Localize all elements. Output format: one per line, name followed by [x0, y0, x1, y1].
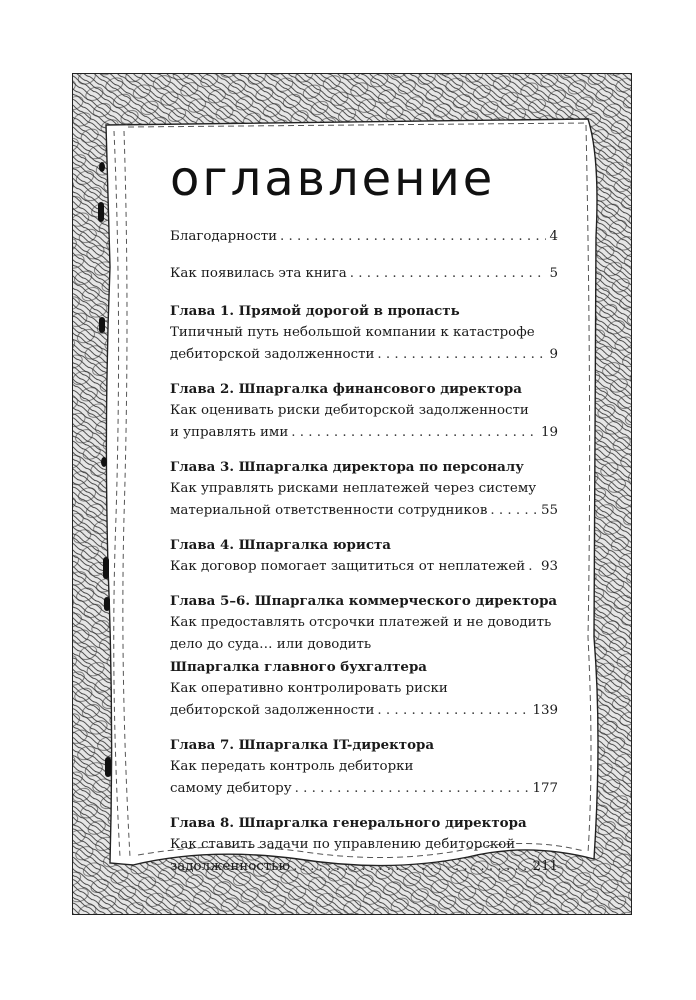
chapter-subtitle: Как оперативно контролировать риски	[170, 681, 448, 696]
chapter-subtitle: Как договор помогает защититься от неплатежей	[170, 559, 526, 574]
chapter-subtitle: материальной ответственности сотрудников	[170, 503, 488, 518]
toc-label: Благодарности	[170, 229, 278, 244]
chapter-subtitle: Как управлять рисками неплатежей через систему	[170, 481, 537, 496]
chapter-subtitle: дебиторской задолженности	[170, 347, 375, 362]
toc-page: 177	[532, 781, 558, 796]
chapter-subtitle: и управлять ими	[170, 425, 289, 440]
toc-entry-chapter-8[interactable]	[170, 812, 558, 878]
toc-page: 19	[540, 425, 558, 440]
chapter-subtitle: самому дебитору	[170, 781, 292, 796]
toc-entry-chapter-4[interactable]	[170, 534, 558, 578]
chapter-heading: Глава 1. Прямой дорогой в пропасть	[170, 303, 460, 319]
chapter-heading: Глава 2. Шпаргалка финансового директора	[170, 381, 522, 397]
chapter-heading: Глава 8. Шпаргалка генерального директора	[170, 815, 527, 831]
toc-page: 4	[549, 229, 558, 244]
dot-leader	[280, 226, 546, 248]
dot-leader	[528, 556, 538, 578]
page-title	[170, 140, 530, 220]
toc-entry-origin[interactable]	[170, 263, 558, 285]
toc-entry-chapter-2[interactable]	[170, 378, 558, 444]
chapter-heading: Глава 4. Шпаргалка юриста	[170, 537, 391, 553]
chapter-subtitle: Как предоставлять отсрочки платежей и не доводить	[170, 615, 552, 630]
chapter-subtitle: Как ставить задачи по управлению дебиторской	[170, 837, 516, 852]
chapter-subtitle: дебиторской задолженности	[170, 703, 375, 718]
dot-leader	[377, 344, 546, 366]
toc-entry-acknowledgements[interactable]	[170, 226, 558, 248]
chapter-heading: Глава 3. Шпаргалка директора по персоналу	[170, 459, 524, 475]
toc-entry-chapter-1[interactable]	[170, 300, 558, 366]
chapter-heading: Глава 5–6. Шпаргалка коммерческого директора	[170, 593, 558, 609]
toc-entry-chapter-5-6[interactable]	[170, 590, 558, 722]
dot-leader	[295, 778, 530, 800]
table-of-contents	[170, 226, 558, 878]
chapter-subtitle: задолженностью	[170, 859, 291, 874]
toc-page: 93	[540, 559, 558, 574]
toc-page: 9	[549, 347, 558, 362]
chapter-subtitle: Типичный путь небольшой компании к катастрофе	[170, 325, 535, 340]
dot-leader	[293, 856, 529, 878]
chapter-subtitle: Как оценивать риски дебиторской задолженности	[170, 403, 529, 418]
toc-page: 55	[540, 503, 558, 518]
chapter-subtitle: Как передать контроль дебиторки	[170, 759, 414, 774]
toc-page: 5	[549, 266, 558, 281]
toc-entry-chapter-3[interactable]	[170, 456, 558, 522]
chapter-subtitle: дело до суда… или доводить	[170, 637, 372, 652]
dot-leader	[291, 422, 538, 444]
chapter-heading-secondary: Шпаргалка главного бухгалтера	[170, 659, 427, 675]
dot-leader	[350, 263, 547, 285]
page-title-text: оглавление	[170, 151, 496, 207]
toc-page: 139	[532, 703, 558, 718]
chapter-heading: Глава 7. Шпаргалка IT-директора	[170, 737, 435, 753]
dot-leader	[377, 700, 529, 722]
toc-entry-chapter-7[interactable]	[170, 734, 558, 800]
dot-leader	[490, 500, 538, 522]
toc-label: Как появилась эта книга	[170, 266, 347, 281]
toc-page: 211	[532, 859, 558, 874]
